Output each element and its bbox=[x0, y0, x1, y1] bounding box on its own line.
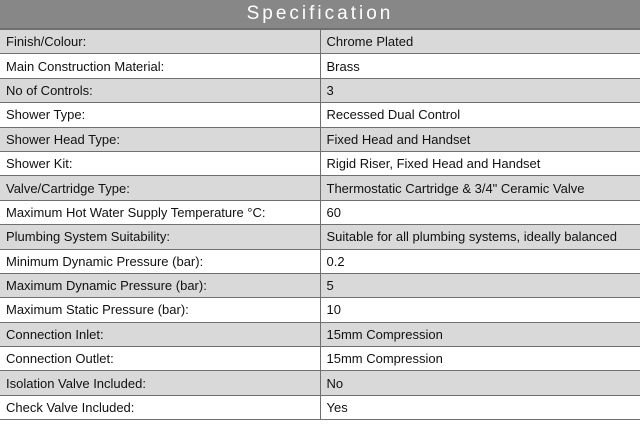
spec-value: 15mm Compression bbox=[320, 322, 640, 346]
spec-row bbox=[0, 151, 640, 175]
spec-label: Main Construction Material: bbox=[0, 54, 320, 78]
spec-value: Thermostatic Cartridge & 3/4" Ceramic Valve bbox=[320, 176, 640, 200]
spec-value: No bbox=[320, 371, 640, 395]
spec-row bbox=[0, 54, 640, 78]
spec-value: Yes bbox=[320, 395, 640, 419]
spec-row bbox=[0, 127, 640, 151]
spec-label: Connection Inlet: bbox=[0, 322, 320, 346]
spec-value: 5 bbox=[320, 273, 640, 297]
spec-row bbox=[0, 78, 640, 102]
spec-value: Rigid Riser, Fixed Head and Handset bbox=[320, 151, 640, 175]
spec-title: Specification bbox=[0, 0, 640, 29]
spec-row bbox=[0, 249, 640, 273]
spec-value: 0.2 bbox=[320, 249, 640, 273]
spec-label: Finish/Colour: bbox=[0, 30, 320, 54]
spec-label: Minimum Dynamic Pressure (bar): bbox=[0, 249, 320, 273]
spec-label: Shower Type: bbox=[0, 103, 320, 127]
spec-label: Isolation Valve Included: bbox=[0, 371, 320, 395]
spec-value: 3 bbox=[320, 78, 640, 102]
spec-row bbox=[0, 30, 640, 54]
spec-row bbox=[0, 225, 640, 249]
spec-row bbox=[0, 347, 640, 371]
spec-value: 60 bbox=[320, 200, 640, 224]
spec-label: No of Controls: bbox=[0, 78, 320, 102]
spec-row bbox=[0, 200, 640, 224]
spec-row bbox=[0, 273, 640, 297]
spec-label: Valve/Cartridge Type: bbox=[0, 176, 320, 200]
spec-value: Suitable for all plumbing systems, ideally balanced bbox=[320, 225, 640, 249]
spec-rows bbox=[0, 29, 640, 420]
spec-label: Maximum Static Pressure (bar): bbox=[0, 298, 320, 322]
spec-value: Recessed Dual Control bbox=[320, 103, 640, 127]
spec-label: Connection Outlet: bbox=[0, 347, 320, 371]
spec-label: Maximum Dynamic Pressure (bar): bbox=[0, 273, 320, 297]
spec-row bbox=[0, 176, 640, 200]
spec-label: Check Valve Included: bbox=[0, 395, 320, 419]
spec-row bbox=[0, 322, 640, 346]
spec-label: Shower Head Type: bbox=[0, 127, 320, 151]
spec-label: Plumbing System Suitability: bbox=[0, 225, 320, 249]
spec-row bbox=[0, 395, 640, 419]
spec-row bbox=[0, 103, 640, 127]
spec-row bbox=[0, 298, 640, 322]
spec-label: Maximum Hot Water Supply Temperature °C: bbox=[0, 200, 320, 224]
spec-row bbox=[0, 371, 640, 395]
spec-value: 10 bbox=[320, 298, 640, 322]
spec-value: Brass bbox=[320, 54, 640, 78]
spec-value: Chrome Plated bbox=[320, 30, 640, 54]
spec-value: Fixed Head and Handset bbox=[320, 127, 640, 151]
spec-value: 15mm Compression bbox=[320, 347, 640, 371]
spec-label: Shower Kit: bbox=[0, 151, 320, 175]
